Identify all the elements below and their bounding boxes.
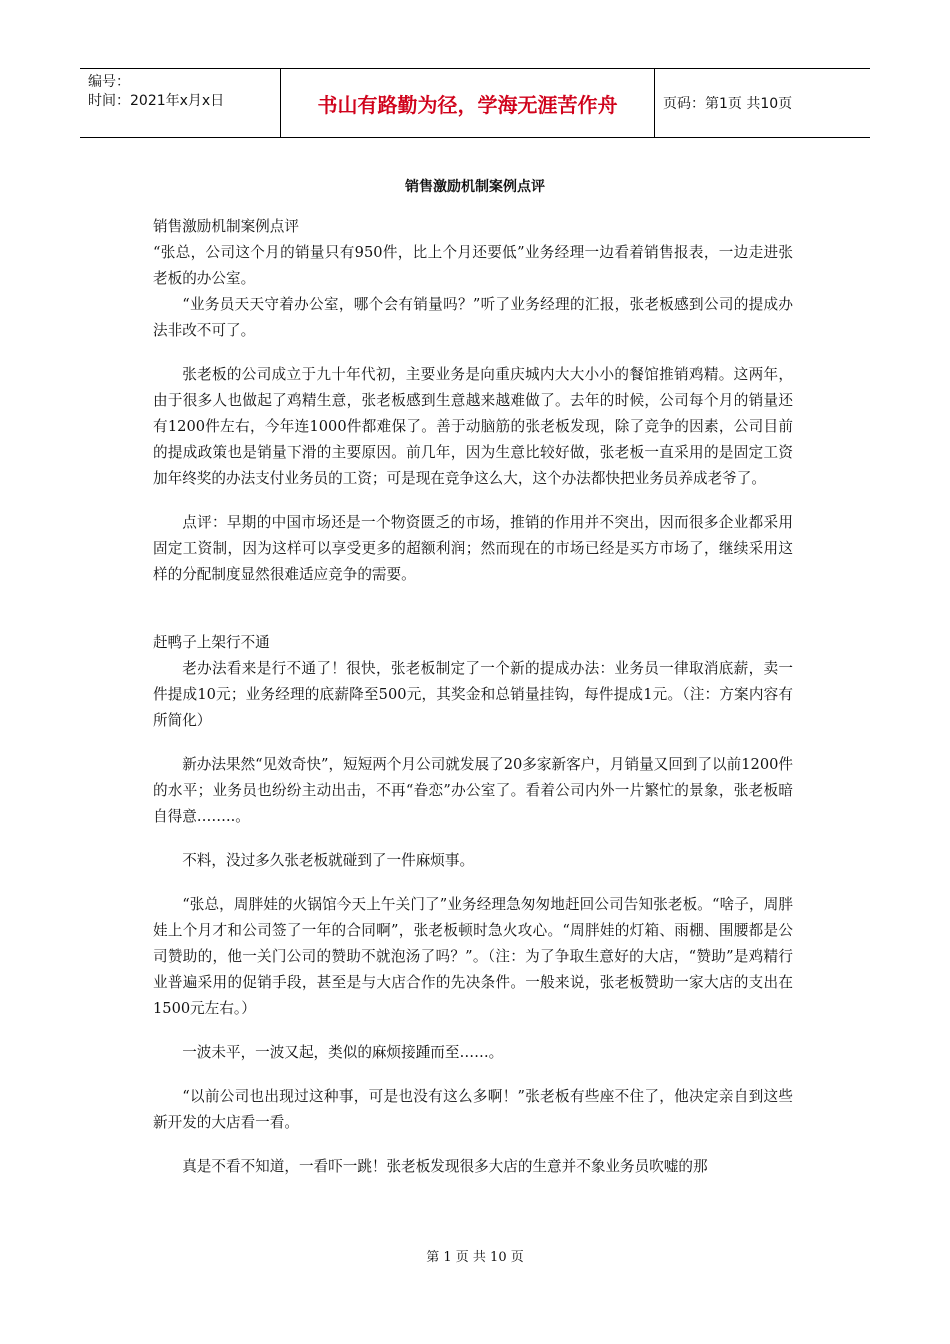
paragraph: “业务员天天守着办公室，哪个会有销量吗？”听了业务经理的汇报，张老板感到公司的提成办法非改不可了。: [153, 296, 793, 339]
paragraph: 张老板的公司成立于九十年代初，主要业务是向重庆城内大大小小的餐馆推销鸡精。这两年，由于很多人也做起了鸡精生意，张老板感到生意越来越难做了。去年的时候，公司每个月的销量还有1200件左右，今年连1000件都难保了。善于动脑筋的张老板发现，除了竞争的因素，公司目前的提成政策也是销量下滑的主要原因。前几年，因为生意比较好做，张老板一直采用的是固定工资加年终奖的办法支付业务员的工资；可是现在竞争这么大，这个办法都快把业务员养成老爷了。: [153, 366, 793, 487]
header-table: [80, 68, 870, 138]
paragraph: 不料，没过多久张老板就碰到了一件麻烦事。: [182, 852, 475, 869]
paragraph: “张总，周胖娃的火锅馆今天上午关门了”业务经理急匆匆地赶回公司告知张老板。“啥子，周胖娃上个月才和公司签了一年的合同啊”，张老板顿时急火攻心。“周胖娃的灯箱、雨棚、围腰都是公司赞助的，他一关门公司的赞助不就泡汤了吗？”。（注：为了争取生意好的大店，“赞助”是鸡精行业普遍采用的促销手段，甚至是与大店合作的先决条件。一般来说，张老板赞助一家大店的支出在1500元左右。）: [153, 896, 793, 1017]
paragraph: 老办法看来是行不通了！很快，张老板制定了一个新的提成办法：业务员一律取消底薪，卖一件提成10元；业务经理的底薪降至500元，其奖金和总销量挂钩，每件提成1元。（注：方案内容有所简化）: [153, 660, 793, 729]
code-label: 编号：: [88, 74, 130, 90]
page-footer: 第 1 页 共 10 页: [426, 1250, 524, 1265]
paragraph: 销售激励机制案例点评: [153, 218, 299, 235]
motto: 书山有路勤为径，学海无涯苦作舟: [281, 69, 655, 137]
section-heading: 赶鸭子上架行不通: [153, 634, 270, 651]
paragraph: 一波未平，一波又起，类似的麻烦接踵而至……。: [182, 1044, 504, 1061]
header-left-cell: [80, 69, 281, 137]
document-body: [153, 214, 793, 1180]
paragraph: 新办法果然“见效奇快”，短短两个月公司就发展了20多家新客户，月销量又回到了以前1200件的水平；业务员也纷纷主动出击，不再“眷恋”办公室了。看着公司内外一片繁忙的景象，张老板暗自得意……..。: [153, 756, 793, 825]
paragraph: 真是不看不知道，一看吓一跳！张老板发现很多大店的生意并不象业务员吹嘘的那: [182, 1158, 708, 1175]
paragraph: 点评：早期的中国市场还是一个物资匮乏的市场，推销的作用并不突出，因而很多企业都采用固定工资制，因为这样可以享受更多的超额利润；然而现在的市场已经是买方市场了，继续采用这样的分配制度显然很难适应竞争的需要。: [153, 514, 793, 583]
document-title: 销售激励机制案例点评: [405, 179, 545, 195]
date-label: 时间：2021年x月x日: [88, 93, 225, 109]
page-info: 页码：第1页 共10页: [663, 96, 793, 112]
paragraph: “以前公司也出现过这种事，可是也没有这么多啊！”张老板有些座不住了，他决定亲自到这些新开发的大店看一看。: [153, 1088, 793, 1131]
paragraph: “张总，公司这个月的销量只有950件，比上个月还要低”业务经理一边看着销售报表，一边走进张老板的办公室。: [153, 244, 793, 287]
